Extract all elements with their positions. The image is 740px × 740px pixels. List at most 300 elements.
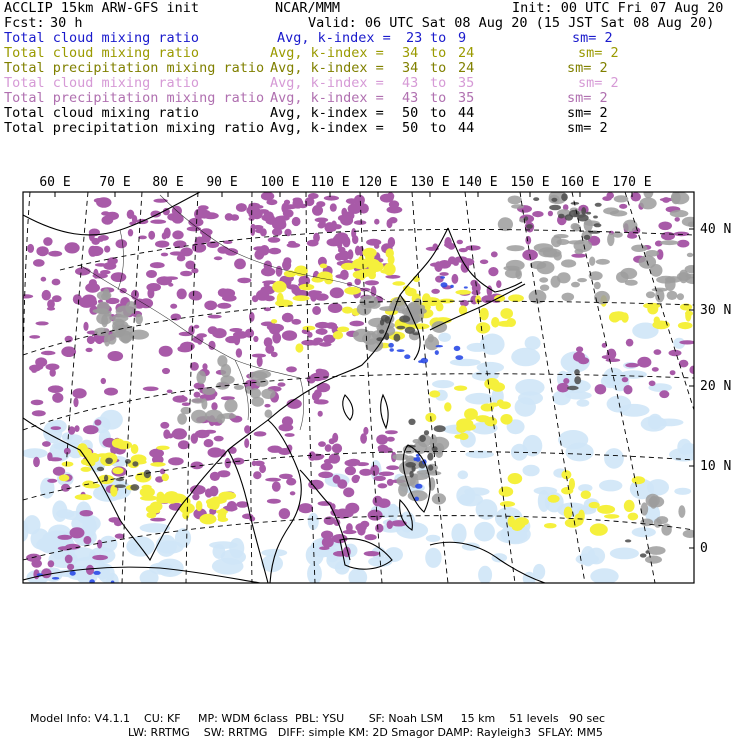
purple-cloud-patch bbox=[120, 288, 127, 293]
gray-cloud-patch bbox=[687, 253, 693, 257]
field-k-end: 44 bbox=[458, 120, 475, 136]
purple-cloud-patch bbox=[342, 236, 350, 247]
purple-cloud-patch bbox=[190, 485, 206, 495]
purple-cloud-patch bbox=[661, 234, 674, 239]
purple-cloud-patch bbox=[313, 233, 320, 243]
gray-cloud-patch bbox=[677, 272, 691, 281]
field-k-start: 43 bbox=[402, 90, 419, 106]
gray-cloud-patch bbox=[116, 306, 133, 318]
purple-cloud-patch bbox=[180, 342, 195, 351]
field-name: Total precipitation mixing ratio bbox=[4, 120, 265, 136]
field-k-start: 23 bbox=[406, 30, 423, 46]
gray-cloud-patch bbox=[508, 196, 522, 205]
light-blue-cloud-patch bbox=[590, 568, 618, 584]
purple-cloud-patch bbox=[378, 498, 391, 508]
field-name: Total cloud mixing ratio bbox=[4, 45, 200, 61]
purple-cloud-patch bbox=[65, 242, 80, 253]
dark-convection-patch bbox=[533, 197, 539, 201]
purple-cloud-patch bbox=[389, 217, 398, 223]
field-avg-label: Avg, k-index = bbox=[270, 45, 384, 61]
yellow-cloud-patch bbox=[150, 502, 163, 512]
longitude-label: 120 E bbox=[358, 175, 398, 190]
purple-cloud-patch bbox=[168, 457, 184, 465]
purple-cloud-patch bbox=[180, 247, 193, 256]
purple-cloud-patch bbox=[316, 369, 324, 374]
purple-cloud-patch bbox=[298, 503, 313, 513]
purple-cloud-patch bbox=[57, 535, 72, 540]
yellow-cloud-patch bbox=[628, 513, 639, 521]
light-blue-cloud-patch bbox=[577, 399, 590, 407]
gray-cloud-patch bbox=[678, 505, 685, 518]
gray-cloud-patch bbox=[554, 234, 569, 238]
purple-cloud-patch bbox=[263, 211, 274, 220]
light-blue-cloud-patch bbox=[52, 500, 67, 522]
purple-cloud-patch bbox=[159, 346, 173, 357]
purple-cloud-patch bbox=[348, 203, 362, 214]
blue-precip-patch bbox=[441, 282, 448, 287]
yellow-cloud-patch bbox=[491, 317, 499, 328]
forecast-label: Fcst: bbox=[4, 15, 45, 31]
dark-convection-patch bbox=[584, 235, 590, 240]
gray-cloud-patch bbox=[623, 220, 638, 232]
model-info-line-2: LW: RRTMG SW: RRTMG DIFF: simple KM: 2D Smagor DAMP: Rayleigh3 SFLAY: MM5 bbox=[128, 726, 603, 739]
field-k-to: to bbox=[430, 105, 447, 121]
dark-convection-patch bbox=[640, 553, 647, 557]
blue-precip-patch bbox=[415, 457, 420, 462]
yellow-cloud-patch bbox=[610, 311, 627, 320]
purple-cloud-patch bbox=[214, 256, 223, 260]
purple-cloud-patch bbox=[18, 294, 33, 298]
purple-cloud-patch bbox=[670, 370, 676, 375]
purple-cloud-patch bbox=[160, 422, 169, 429]
gray-cloud-patch bbox=[101, 293, 110, 301]
yellow-cloud-patch bbox=[219, 508, 227, 517]
blue-precip-patch bbox=[390, 348, 394, 351]
yellow-cloud-patch bbox=[544, 523, 557, 528]
gray-cloud-patch bbox=[398, 310, 417, 314]
dark-convection-patch bbox=[408, 419, 415, 425]
purple-cloud-patch bbox=[236, 203, 247, 212]
latitude-label: 20 N bbox=[700, 379, 732, 394]
yellow-cloud-patch bbox=[116, 441, 132, 450]
gray-cloud-patch bbox=[428, 334, 434, 343]
yellow-cloud-patch bbox=[475, 415, 490, 422]
purple-cloud-patch bbox=[225, 336, 240, 343]
longitude-labels bbox=[39, 175, 651, 190]
purple-cloud-patch bbox=[86, 565, 94, 575]
gray-cloud-patch bbox=[596, 259, 610, 265]
purple-cloud-patch bbox=[104, 246, 110, 253]
purple-cloud-patch bbox=[85, 283, 100, 293]
dark-convection-patch bbox=[130, 484, 139, 491]
purple-cloud-patch bbox=[276, 266, 283, 277]
purple-cloud-patch bbox=[31, 400, 44, 406]
purple-cloud-patch bbox=[83, 322, 88, 331]
gray-cloud-patch bbox=[540, 285, 549, 291]
purple-cloud-patch bbox=[345, 466, 356, 475]
purple-cloud-patch bbox=[185, 261, 195, 270]
light-blue-cloud-patch bbox=[425, 548, 441, 568]
purple-cloud-patch bbox=[83, 536, 91, 544]
purple-cloud-patch bbox=[202, 230, 207, 238]
purple-cloud-patch bbox=[160, 469, 165, 475]
yellow-cloud-patch bbox=[597, 505, 615, 514]
gray-cloud-patch bbox=[539, 277, 548, 282]
field-avg-label: Avg, k-index = bbox=[270, 120, 384, 136]
purple-cloud-patch bbox=[355, 462, 369, 466]
purple-cloud-patch bbox=[307, 376, 316, 384]
field-name: Total precipitation mixing ratio bbox=[4, 90, 265, 106]
purple-cloud-patch bbox=[180, 271, 192, 277]
yellow-cloud-patch bbox=[380, 269, 391, 273]
purple-cloud-patch bbox=[65, 555, 73, 564]
purple-cloud-patch bbox=[162, 368, 170, 374]
yellow-cloud-patch bbox=[484, 378, 499, 389]
dark-convection-patch bbox=[549, 205, 561, 211]
dark-convection-patch bbox=[558, 214, 565, 219]
gray-cloud-patch bbox=[135, 314, 143, 325]
purple-cloud-patch bbox=[101, 211, 110, 215]
gray-cloud-patch bbox=[94, 328, 109, 337]
blue-precip-patch bbox=[464, 286, 468, 288]
latitude-label: 30 N bbox=[700, 303, 732, 318]
purple-cloud-patch bbox=[312, 392, 320, 401]
purple-cloud-patch bbox=[41, 568, 51, 578]
purple-cloud-patch bbox=[95, 263, 107, 267]
blue-precip-patch bbox=[436, 345, 443, 347]
latitude-label: 40 N bbox=[700, 222, 732, 237]
purple-cloud-patch bbox=[161, 253, 168, 257]
purple-cloud-patch bbox=[268, 237, 281, 243]
purple-cloud-patch bbox=[264, 261, 272, 271]
purple-cloud-patch bbox=[88, 298, 98, 306]
yellow-cloud-patch bbox=[162, 474, 169, 482]
field-name: Total precipitation mixing ratio bbox=[4, 60, 265, 76]
gray-cloud-patch bbox=[650, 496, 658, 509]
purple-cloud-patch bbox=[658, 222, 672, 231]
gray-cloud-patch bbox=[353, 329, 371, 342]
purple-cloud-patch bbox=[177, 289, 187, 300]
purple-cloud-patch bbox=[146, 270, 157, 278]
gray-cloud-patch bbox=[562, 293, 575, 302]
purple-cloud-patch bbox=[622, 377, 629, 382]
gray-cloud-patch bbox=[505, 268, 521, 278]
blue-precip-patch bbox=[450, 285, 454, 288]
light-blue-cloud-patch bbox=[566, 443, 594, 462]
yellow-cloud-patch bbox=[548, 495, 560, 503]
purple-cloud-patch bbox=[94, 419, 101, 425]
purple-cloud-patch bbox=[248, 204, 257, 212]
purple-cloud-patch bbox=[496, 280, 501, 288]
purple-cloud-patch bbox=[679, 340, 695, 344]
purple-cloud-patch bbox=[111, 272, 127, 282]
dark-convection-patch bbox=[594, 223, 602, 227]
gray-cloud-patch bbox=[577, 278, 587, 282]
purple-cloud-patch bbox=[225, 458, 231, 469]
light-blue-cloud-patch bbox=[588, 548, 606, 565]
purple-cloud-patch bbox=[264, 404, 270, 408]
blue-precip-patch bbox=[52, 577, 59, 580]
purple-cloud-patch bbox=[80, 510, 94, 516]
light-blue-cloud-patch bbox=[451, 523, 466, 544]
purple-cloud-patch bbox=[257, 356, 263, 367]
light-blue-cloud-patch bbox=[450, 359, 481, 366]
purple-cloud-patch bbox=[52, 279, 61, 286]
yellow-cloud-patch bbox=[333, 331, 343, 339]
dark-convection-patch bbox=[526, 224, 533, 229]
purple-cloud-patch bbox=[286, 478, 296, 486]
field-k-to: to bbox=[430, 120, 447, 136]
purple-cloud-patch bbox=[198, 205, 209, 210]
purple-cloud-patch bbox=[488, 267, 498, 276]
field-sm: sm= 2 bbox=[567, 120, 608, 136]
purple-cloud-patch bbox=[98, 235, 109, 241]
purple-cloud-patch bbox=[209, 486, 218, 497]
dark-convection-patch bbox=[427, 453, 433, 461]
purple-cloud-patch bbox=[431, 289, 440, 294]
field-k-to: to bbox=[430, 90, 447, 106]
purple-cloud-patch bbox=[388, 237, 395, 247]
yellow-cloud-patch bbox=[342, 307, 353, 314]
purple-cloud-patch bbox=[654, 349, 662, 355]
gray-cloud-patch bbox=[554, 252, 562, 261]
longitude-label: 100 E bbox=[260, 175, 300, 190]
purple-cloud-patch bbox=[272, 481, 281, 491]
gray-cloud-patch bbox=[506, 245, 524, 251]
field-sm: sm= 2 bbox=[567, 60, 608, 76]
purple-cloud-patch bbox=[363, 427, 368, 435]
gray-cloud-patch bbox=[640, 519, 653, 527]
gray-cloud-patch bbox=[594, 282, 601, 290]
purple-cloud-patch bbox=[108, 351, 124, 361]
purple-cloud-patch bbox=[150, 262, 165, 268]
dark-convection-patch bbox=[396, 326, 405, 330]
purple-cloud-patch bbox=[649, 381, 656, 387]
purple-cloud-patch bbox=[346, 523, 353, 532]
light-blue-cloud-patch bbox=[619, 404, 650, 417]
purple-cloud-patch bbox=[279, 424, 294, 432]
purple-cloud-patch bbox=[204, 439, 214, 447]
purple-cloud-patch bbox=[324, 196, 339, 201]
blue-precip-patch bbox=[397, 349, 405, 352]
purple-cloud-patch bbox=[346, 198, 357, 204]
longitude-label: 170 E bbox=[612, 175, 652, 190]
yellow-cloud-patch bbox=[500, 501, 515, 507]
yellow-cloud-patch bbox=[200, 514, 217, 525]
purple-cloud-patch bbox=[267, 499, 281, 504]
purple-cloud-patch bbox=[387, 479, 394, 486]
purple-cloud-patch bbox=[41, 351, 56, 355]
field-avg-label: Avg, k-index = bbox=[270, 90, 384, 106]
purple-cloud-patch bbox=[360, 521, 369, 528]
yellow-cloud-patch bbox=[499, 401, 511, 409]
gray-cloud-patch bbox=[177, 413, 187, 424]
light-blue-cloud-patch bbox=[476, 499, 498, 520]
purple-cloud-patch bbox=[217, 303, 231, 309]
purple-cloud-patch bbox=[291, 319, 301, 325]
gray-cloud-patch bbox=[561, 259, 576, 267]
purple-cloud-patch bbox=[374, 476, 386, 481]
light-blue-cloud-patch bbox=[523, 465, 540, 477]
dark-convection-patch bbox=[412, 466, 416, 472]
gray-cloud-patch bbox=[650, 264, 663, 277]
purple-cloud-patch bbox=[265, 478, 281, 482]
field-k-end: 44 bbox=[458, 105, 475, 121]
field-k-to: to bbox=[430, 30, 447, 46]
purple-cloud-patch bbox=[74, 425, 79, 432]
field-k-end: 24 bbox=[458, 45, 475, 61]
purple-cloud-patch bbox=[172, 230, 183, 239]
dark-convection-patch bbox=[394, 334, 401, 342]
yellow-cloud-patch bbox=[386, 248, 394, 258]
purple-cloud-patch bbox=[150, 220, 166, 224]
purple-cloud-patch bbox=[595, 384, 607, 394]
purple-cloud-patch bbox=[202, 363, 207, 370]
gray-cloud-patch bbox=[201, 398, 207, 409]
yellow-cloud-patch bbox=[140, 487, 155, 497]
light-blue-cloud-patch bbox=[534, 487, 558, 495]
dark-convection-patch bbox=[424, 430, 429, 435]
yellow-cloud-patch bbox=[455, 290, 471, 295]
field-name: Total cloud mixing ratio bbox=[4, 105, 200, 121]
purple-cloud-patch bbox=[491, 251, 498, 257]
purple-cloud-patch bbox=[341, 208, 347, 217]
purple-cloud-patch bbox=[343, 487, 354, 497]
dark-convection-patch bbox=[115, 484, 126, 488]
purple-cloud-patch bbox=[73, 398, 78, 408]
purple-cloud-patch bbox=[72, 388, 86, 398]
purple-cloud-patch bbox=[214, 436, 224, 442]
purple-cloud-patch bbox=[378, 483, 388, 488]
purple-cloud-patch bbox=[148, 231, 155, 240]
light-blue-cloud-patch bbox=[426, 535, 441, 542]
yellow-cloud-patch bbox=[685, 311, 693, 316]
purple-cloud-patch bbox=[315, 218, 329, 223]
gray-cloud-patch bbox=[202, 387, 215, 395]
purple-cloud-patch bbox=[194, 392, 201, 398]
yellow-cloud-patch bbox=[654, 317, 660, 325]
gray-cloud-patch bbox=[221, 375, 235, 384]
longitude-label: 160 E bbox=[560, 175, 600, 190]
purple-cloud-patch bbox=[652, 367, 659, 372]
dark-convection-patch bbox=[567, 386, 579, 390]
yellow-cloud-patch bbox=[569, 478, 575, 490]
latitude-label: 0 bbox=[700, 541, 708, 556]
gray-cloud-patch bbox=[224, 399, 237, 412]
purple-cloud-patch bbox=[315, 293, 329, 300]
yellow-cloud-patch bbox=[564, 506, 573, 518]
purple-cloud-patch bbox=[301, 340, 317, 346]
purple-cloud-patch bbox=[385, 430, 398, 434]
gray-cloud-patch bbox=[413, 439, 421, 443]
purple-cloud-patch bbox=[180, 395, 185, 402]
gray-cloud-patch bbox=[683, 530, 697, 538]
light-blue-cloud-patch bbox=[22, 448, 48, 458]
yellow-cloud-patch bbox=[454, 434, 463, 438]
purple-cloud-patch bbox=[290, 491, 296, 495]
gray-cloud-patch bbox=[607, 233, 614, 246]
light-blue-cloud-patch bbox=[674, 488, 691, 495]
field-k-end: 35 bbox=[458, 75, 475, 91]
yellow-cloud-patch bbox=[271, 319, 277, 323]
yellow-cloud-patch bbox=[81, 467, 92, 472]
purple-cloud-patch bbox=[662, 197, 670, 203]
yellow-cloud-patch bbox=[454, 386, 467, 391]
purple-cloud-patch bbox=[204, 301, 217, 311]
dark-convection-patch bbox=[561, 193, 568, 201]
gray-cloud-patch bbox=[620, 268, 637, 279]
field-sm: sm= 2 bbox=[578, 75, 619, 91]
purple-cloud-patch bbox=[115, 534, 125, 539]
purple-cloud-patch bbox=[260, 228, 267, 236]
purple-cloud-patch bbox=[364, 551, 380, 556]
yellow-cloud-patch bbox=[508, 516, 515, 527]
purple-cloud-patch bbox=[36, 246, 48, 256]
purple-cloud-patch bbox=[48, 385, 63, 393]
yellow-cloud-patch bbox=[317, 271, 332, 280]
purple-cloud-patch bbox=[288, 241, 296, 245]
purple-cloud-patch bbox=[480, 260, 488, 265]
purple-cloud-patch bbox=[625, 363, 639, 368]
gray-cloud-patch bbox=[670, 210, 689, 217]
light-blue-cloud-patch bbox=[458, 470, 469, 479]
purple-cloud-patch bbox=[548, 211, 553, 217]
gray-cloud-patch bbox=[652, 288, 668, 292]
purple-cloud-patch bbox=[318, 472, 333, 479]
dark-convection-patch bbox=[586, 212, 591, 215]
purple-cloud-patch bbox=[264, 337, 273, 347]
gray-cloud-patch bbox=[498, 217, 513, 231]
light-blue-cloud-patch bbox=[100, 410, 123, 430]
light-blue-cloud-patch bbox=[492, 553, 508, 562]
yellow-cloud-patch bbox=[464, 408, 478, 420]
dark-convection-patch bbox=[125, 459, 131, 464]
yellow-cloud-patch bbox=[500, 308, 513, 319]
purple-cloud-patch bbox=[127, 210, 135, 219]
purple-cloud-patch bbox=[222, 295, 237, 302]
light-blue-cloud-patch bbox=[610, 548, 639, 560]
purple-cloud-patch bbox=[249, 312, 255, 322]
purple-cloud-patch bbox=[102, 216, 114, 225]
purple-cloud-patch bbox=[48, 560, 55, 567]
purple-cloud-patch bbox=[387, 520, 393, 529]
purple-cloud-patch bbox=[31, 559, 42, 567]
purple-cloud-patch bbox=[48, 251, 62, 257]
purple-cloud-patch bbox=[316, 329, 328, 335]
purple-cloud-patch bbox=[278, 382, 286, 386]
yellow-cloud-patch bbox=[508, 473, 523, 484]
gray-cloud-patch bbox=[196, 371, 206, 385]
yellow-cloud-patch bbox=[196, 501, 203, 512]
purple-cloud-patch bbox=[335, 235, 342, 246]
dark-convection-patch bbox=[565, 214, 573, 220]
purple-cloud-patch bbox=[674, 232, 689, 237]
yellow-cloud-patch bbox=[632, 476, 645, 484]
purple-cloud-patch bbox=[83, 425, 99, 434]
purple-cloud-patch bbox=[29, 365, 41, 372]
purple-cloud-patch bbox=[211, 402, 217, 410]
purple-cloud-patch bbox=[223, 240, 232, 244]
purple-cloud-patch bbox=[368, 510, 383, 521]
yellow-cloud-patch bbox=[62, 462, 74, 467]
purple-cloud-patch bbox=[253, 471, 261, 479]
gray-cloud-patch bbox=[252, 370, 271, 379]
yellow-cloud-patch bbox=[456, 423, 467, 433]
blue-precip-patch bbox=[435, 350, 439, 355]
organization-label: NCAR/MMM bbox=[275, 0, 341, 16]
yellow-cloud-patch bbox=[272, 281, 286, 293]
purple-cloud-patch bbox=[626, 339, 634, 347]
